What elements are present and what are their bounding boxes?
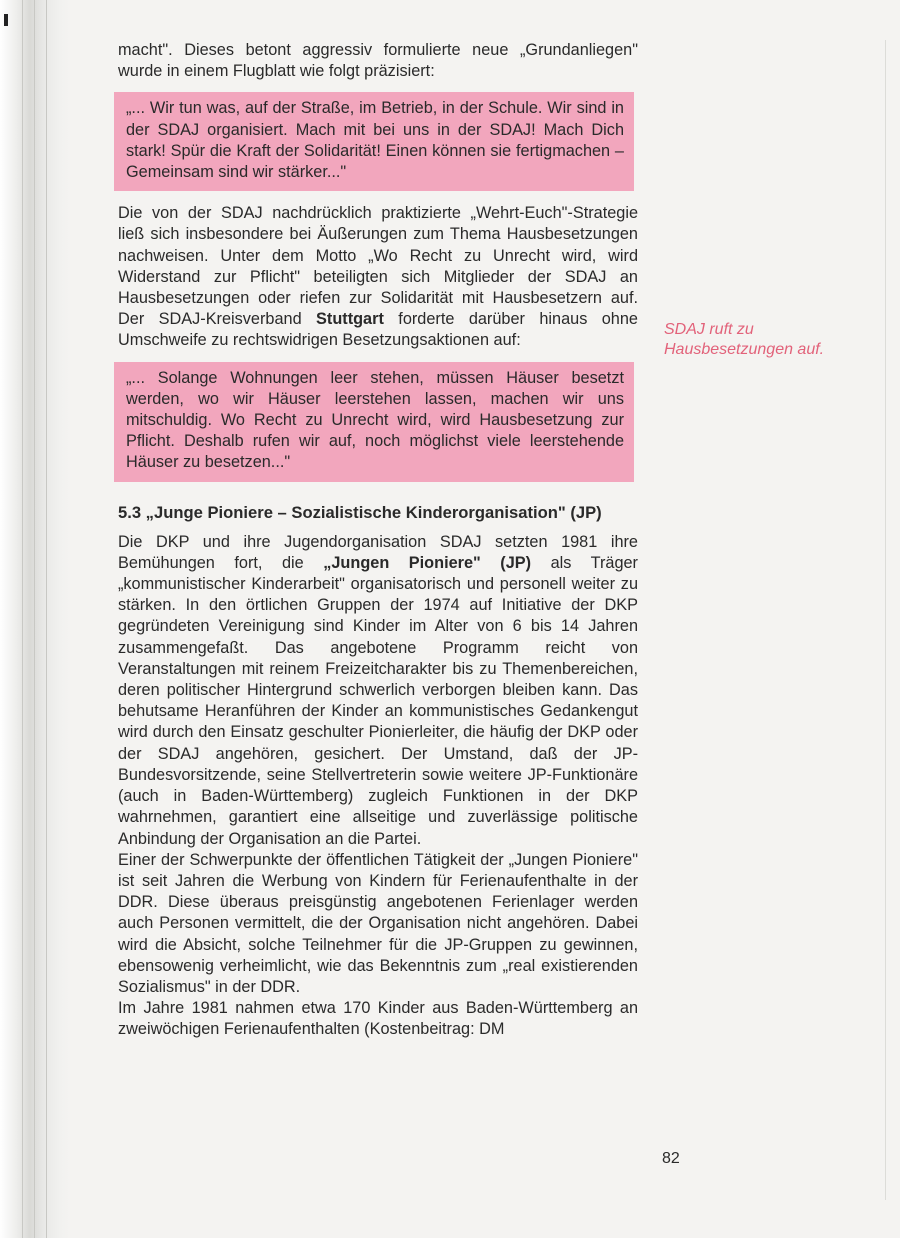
paragraph-hausbesetzungen	[118, 203, 638, 351]
paragraph-text: forderte darüber hinaus ohne Umschweife zu rechtswidrigen Besetzungsaktionen auf:	[118, 310, 638, 350]
binding-gutter	[0, 0, 70, 1238]
bold-term-junge-pioniere: „Jungen Pioniere" (JP)	[323, 553, 532, 572]
page-edge-line	[885, 40, 886, 1200]
paragraph-text: Die DKP und ihre Jugendorganisation SDAJ setzten 1981 ihre Bemühungen fort, die	[118, 532, 638, 572]
intro-paragraph: macht". Dieses betont aggressiv formulierte neue „Grundanliegen" wurde in einem Flugblatt wie folgt präzisiert:	[118, 41, 638, 81]
paragraph-text: Die von der SDAJ nachdrücklich praktizierte „Wehrt-Euch"-Strategie ließ sich insbesondere bei Äußerungen zum Thema Hausbesetzungen nachweisen. Unter dem Motto „Wo Recht zu Unrecht wird, wird Widerstand zur Pflicht" beteiligten sich Mitglieder der SDAJ an Hausbesetzungen oder riefen zur Solidarität mit Hausbesetzern auf. Der SDAJ-Kreisverband	[118, 204, 638, 329]
paragraph-junge-pioniere	[118, 532, 638, 850]
section-heading: 5.3 „Junge Pioniere – Sozialistische Kinderorganisation" (JP)	[118, 502, 602, 522]
page-number: 82	[662, 1150, 680, 1167]
paragraph-ferienlager: Einer der Schwerpunkte der öffentlichen Tätigkeit der „Jungen Pioniere" ist seit Jahren die Werbung von Kindern für Ferienaufenthalte in der DDR. Diese überaus preisgünstig angebotenen Ferienlager werden auch Personen vermittelt, die der Organisation nicht angehören. Dabei wird die Absicht, solche Teilnehmer für die JP-Gruppen zu gewinnen, ebensowenig verheimlicht, wie das Bekenntnis zum „real existierenden Sozialismus" in der DDR.	[118, 850, 638, 996]
binding-mark	[4, 14, 8, 26]
quote-flyer: „... Wir tun was, auf der Straße, im Betrieb, in der Schule. Wir sind in der SDAJ organisiert. Mach mit bei uns in der SDAJ! Mach Dich stark! Spür die Kraft der Solidarität! Einen können sie fertigmachen – Gemeinsam sind wir stärker..."	[114, 92, 634, 191]
paragraph-kinder-1981: Im Jahre 1981 nahmen etwa 170 Kinder aus Baden-Württemberg an zweiwöchigen Ferienaufenthalten (Kostenbeitrag: DM	[118, 999, 638, 1039]
paragraph-text: als Träger „kommunistischer Kinderarbeit" organisatorisch und personell weiter zu stärken. In den örtlichen Gruppen der 1974 auf Initiative der DKP gegründeten Vereinigung sind Kinder im Alter von 6 bis 14 Jahren zusammengefaßt. Das angebotene Programm reicht von Veranstaltungen mit reinem Freizeitcharakter bis zu Themenbereichen, deren politischer Hintergrund schwerlich verborgen bleiben kann. Das behutsame Heranführen der Kinder an kommunistisches Gedankengut wird durch den Einsatz geschulter Pionierleiter, die häufig der DKP oder der SDAJ angehören, gesichert. Der Umstand, daß der JP-Bundesvorsitzende, seine Stellvertreterin sowie weitere JP-Funktionäre (auch in Baden-Württemberg) zugleich Funktionen in der DKP wahrnehmen, garantiert eine allseitige und zuverlässige politische Anbindung der Organisation an die Partei.	[118, 553, 638, 848]
main-text-column	[118, 40, 638, 1041]
gutter-line	[34, 0, 35, 1238]
gutter-line	[46, 0, 47, 1238]
gutter-line	[22, 0, 23, 1238]
margin-note: SDAJ ruft zu Hausbesetzungen auf.	[664, 321, 825, 358]
quote-besetzung: „... Solange Wohnungen leer stehen, müssen Häuser besetzt werden, wo wir Häuser leerstehen lassen, machen wir uns mitschuldig. Wo Recht zu Unrecht wird, wird Hausbesetzung zur Pflicht. Deshalb rufen wir auf, noch möglichst viele leerstehende Häuser zu besetzen..."	[114, 362, 634, 482]
bold-term-stuttgart: Stuttgart	[316, 310, 384, 329]
